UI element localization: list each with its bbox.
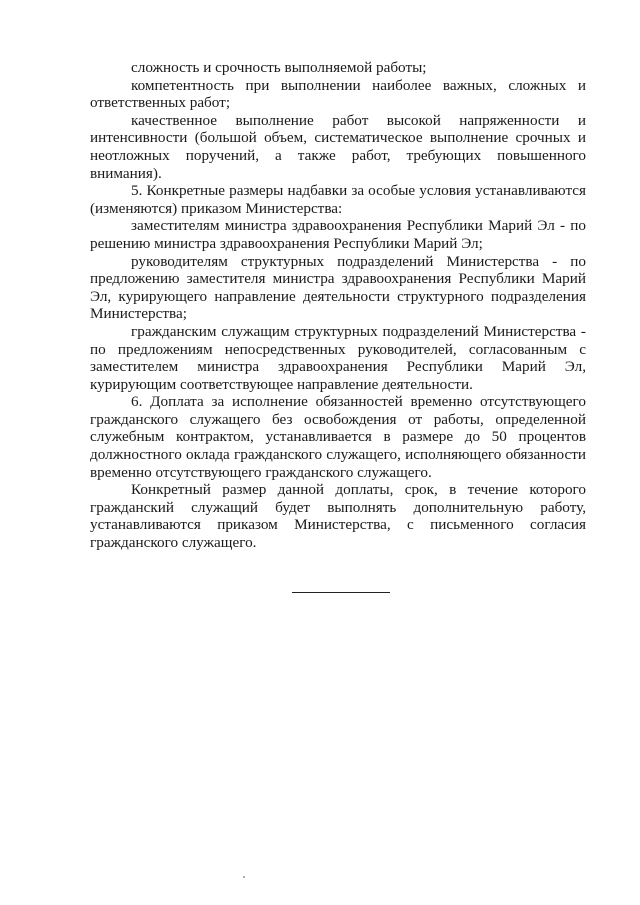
end-divider xyxy=(292,592,390,593)
scan-dot xyxy=(243,876,245,878)
paragraph-specific-amount: Конкретный размер данной доплаты, срок, в течение которого гражданский служащий будет выполнять дополнительную работу, устанавливаются приказом Министерства, с письменного согласия гражданского служащего. xyxy=(90,481,586,552)
paragraph-clause-5: 5. Конкретные размеры надбавки за особые условия устанавливаются (изменяются) приказом Министерства: xyxy=(90,182,586,217)
paragraph-complexity: сложность и срочность выполняемой работы; xyxy=(131,59,427,76)
paragraph-heads: руководителям структурных подразделений Министерства - по предложению заместителя министра здравоохранения Республики Марий Эл, курирующего направление деятельности структурного подразделения Министерства; xyxy=(90,252,586,323)
paragraph-quality: качественное выполнение работ высокой напряженности и интенсивности (большой объем, систематическое выполнение срочных и неотложных поручений, а также работ, требующих повышенного внимания). xyxy=(90,111,586,182)
paragraph-clause-6: 6. Доплата за исполнение обязанностей временно отсутствующего гражданского служащего без освобождения от работы, определенной служебным контрактом, устанавливается в размере до 50 процентов должностного оклада гражданского служащего, исполняющего обязанности временно отсутствующего гражданского служащего. xyxy=(90,393,586,481)
document-body xyxy=(90,59,586,552)
paragraph-competence: компетентность при выполнении наиболее важных, сложных и ответственных работ; xyxy=(90,76,586,112)
paragraph-civil-servants: гражданским служащим структурных подразделений Министерства - по предложениям непосредственных руководителей, согласованным с заместителем министра здравоохранения Республики Марий Эл, курирующим соответствующее направление деятельности. xyxy=(90,322,586,393)
paragraph-deputies: заместителям министра здравоохранения Республики Марий Эл - по решению министра здравоохранения Республики Марий Эл; xyxy=(90,217,586,252)
